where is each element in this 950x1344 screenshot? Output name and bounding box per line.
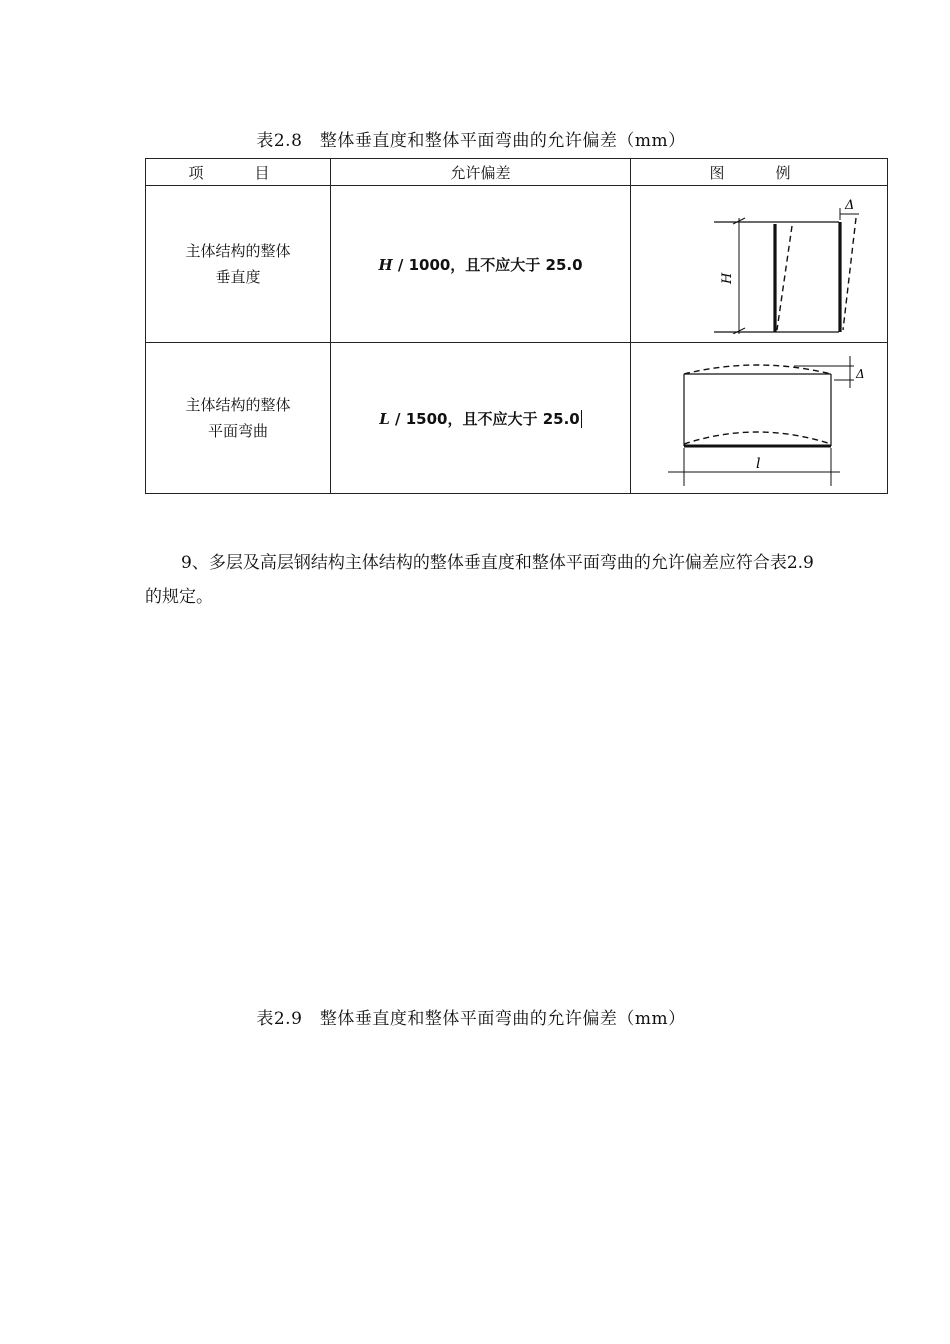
tolerance-text: / 1500，且不应大于 25.0 — [389, 409, 580, 428]
text-cursor — [581, 410, 582, 428]
tolerance-text: / 1000，且不应大于 25.0 — [392, 255, 583, 274]
tolerance-variable: L — [379, 409, 390, 428]
table-caption-2-9: 表2.9 整体垂直度和整体平面弯曲的允许偏差（mm） — [256, 1009, 686, 1029]
table-header-row — [146, 159, 888, 186]
header-tolerance: 允许偏差 — [331, 159, 631, 186]
paragraph-clause-9: 9、多层及高层钢结构主体结构的整体垂直度和整体平面弯曲的允许偏差应符合表2.9的规定。 — [145, 553, 814, 607]
item-label-line1: 主体结构的整体 — [185, 242, 291, 260]
height-dimension-label: H — [720, 272, 735, 284]
tolerance-table — [145, 158, 888, 494]
tolerance-cell-verticality — [331, 186, 631, 343]
header-figure: 图 例 — [631, 159, 888, 186]
figure-cell-verticality — [631, 186, 888, 343]
verticality-diagram — [659, 194, 859, 334]
tolerance-cell-bending — [331, 343, 631, 494]
item-label-line2: 平面弯曲 — [207, 422, 268, 440]
length-dimension-label: l — [756, 456, 761, 472]
header-item: 项 目 — [146, 159, 331, 186]
item-label-line2: 垂直度 — [215, 268, 261, 286]
tolerance-variable: H — [378, 255, 393, 274]
item-cell-verticality — [146, 186, 331, 343]
delta-label: Δ — [856, 367, 865, 381]
item-cell-bending — [146, 343, 331, 494]
plane-bending-diagram — [644, 348, 874, 488]
table-row — [146, 186, 888, 343]
delta-label: Δ — [845, 198, 855, 213]
table-caption-2-8: 表2.8 整体垂直度和整体平面弯曲的允许偏差（mm） — [256, 131, 686, 151]
figure-cell-bending — [631, 343, 888, 494]
table-row — [146, 343, 888, 494]
item-label-line1: 主体结构的整体 — [185, 396, 291, 414]
